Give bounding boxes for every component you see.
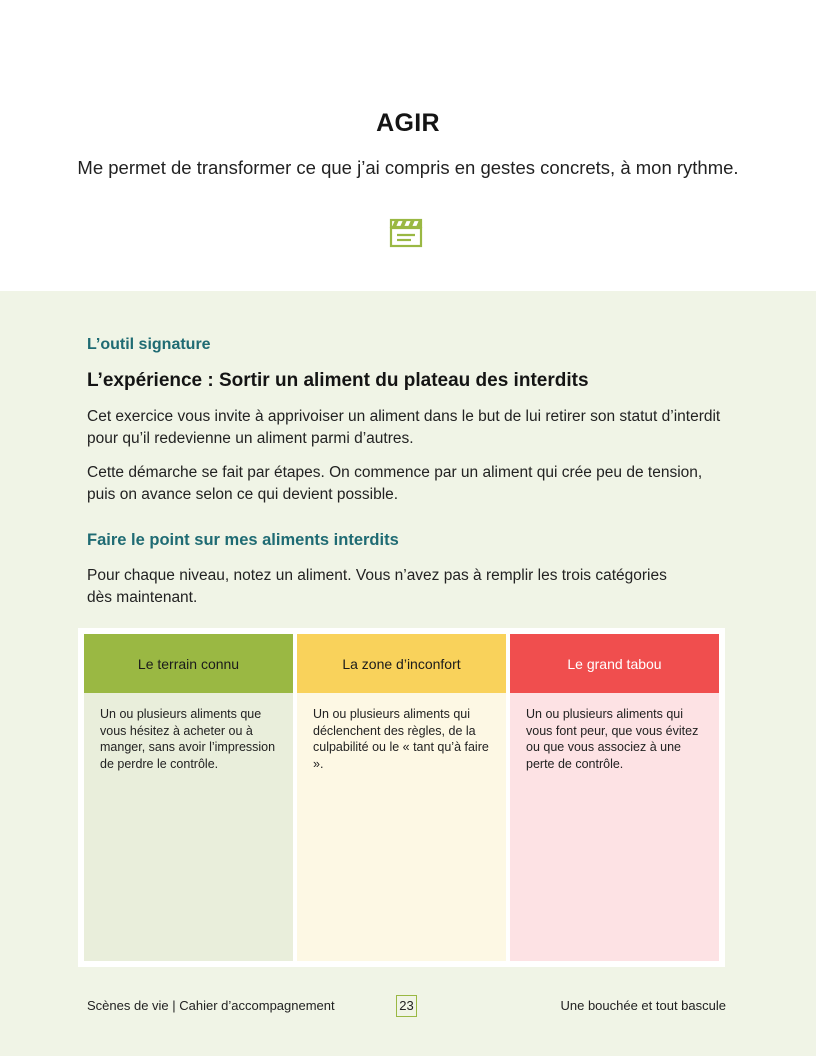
clapperboard-icon [389, 217, 423, 248]
intro-section [0, 0, 816, 291]
column-description: Un ou plusieurs aliments qui vous font peur, que vous évitez ou que vous associez à une perte de contrôle. [526, 707, 699, 771]
column-header: Le terrain connu [84, 634, 293, 693]
column-zone-inconfort[interactable] [297, 634, 506, 961]
column-header: La zone d’inconfort [297, 634, 506, 693]
column-grand-tabou[interactable] [510, 634, 719, 961]
column-description: Un ou plusieurs aliments qui déclenchent des règles, de la culpabilité ou le « tant qu’à faire ». [313, 707, 489, 771]
forbidden-foods-table [78, 628, 725, 967]
page-title: AGIR [376, 109, 440, 137]
column-description: Un ou plusieurs aliments que vous hésitez à acheter ou à manger, sans avoir l’impression de perdre le contrôle. [100, 707, 276, 771]
column-terrain-connu[interactable] [84, 634, 293, 961]
page-number: 23 [396, 995, 417, 1017]
column-header: Le grand tabou [510, 634, 719, 693]
footer-book-title: Scènes de vie | Cahier d’accompagnement [87, 998, 335, 1013]
footer-chapter-title: Une bouchée et tout bascule [560, 998, 726, 1013]
steps-paragraph: Cette démarche se fait par étapes. On commence par un aliment qui crée peu de tension, puis on avance selon ce qui devient possible. [87, 464, 703, 503]
page-subtitle: Me permet de transformer ce que j’ai compris en gestes concrets, à mon rythme. [77, 157, 739, 178]
instruction-paragraph: Pour chaque niveau, notez un aliment. Vous n’avez pas à remplir les trois catégories dès maintenant. [87, 567, 667, 606]
section-heading: L’expérience : Sortir un aliment du plateau des interdits [87, 370, 589, 391]
section-kicker: L’outil signature [87, 336, 211, 353]
section-subheading: Faire le point sur mes aliments interdits [87, 531, 399, 549]
intro-paragraph: Cet exercice vous invite à apprivoiser un aliment dans le but de lui retirer son statut d’interdit pour qu’il redevienne un aliment parmi d’autres. [87, 408, 721, 447]
